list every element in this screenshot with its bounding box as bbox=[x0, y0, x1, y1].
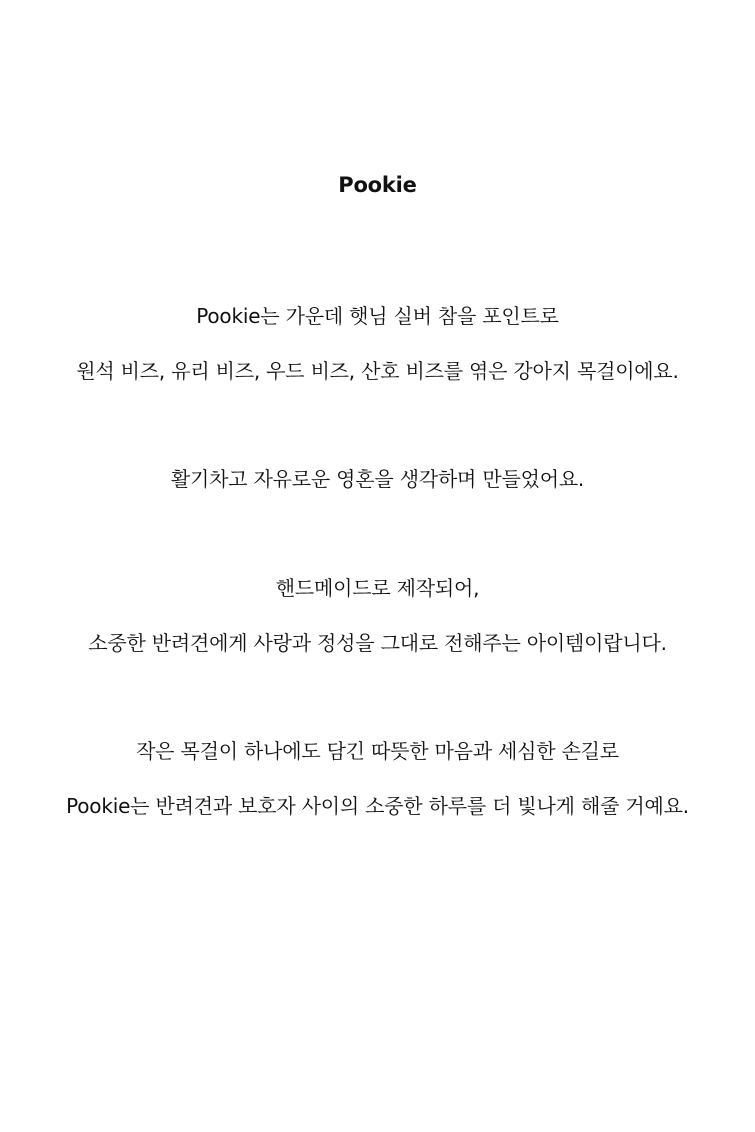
description-line: 원석 비즈, 유리 비즈, 우드 비즈, 산호 비즈를 엮은 강아지 목걸이에요. bbox=[76, 359, 679, 383]
description-line: 작은 목걸이 하나에도 담긴 따뜻한 마음과 세심한 손길로 bbox=[136, 739, 619, 763]
description-line: 활기차고 자유로운 영혼을 생각하며 만들었어요. bbox=[170, 467, 585, 491]
description-line: 소중한 반려견에게 사랑과 정성을 그대로 전해주는 아이템이랍니다. bbox=[88, 631, 667, 655]
description-line: Pookie는 가운데 햇님 실버 참을 포인트로 bbox=[196, 304, 559, 328]
description-line: Pookie는 반려견과 보호자 사이의 소중한 하루를 더 빛나게 해줄 거예요. bbox=[66, 794, 689, 818]
description-line: 핸드메이드로 제작되어, bbox=[275, 576, 480, 600]
page-title: Pookie bbox=[338, 173, 417, 197]
